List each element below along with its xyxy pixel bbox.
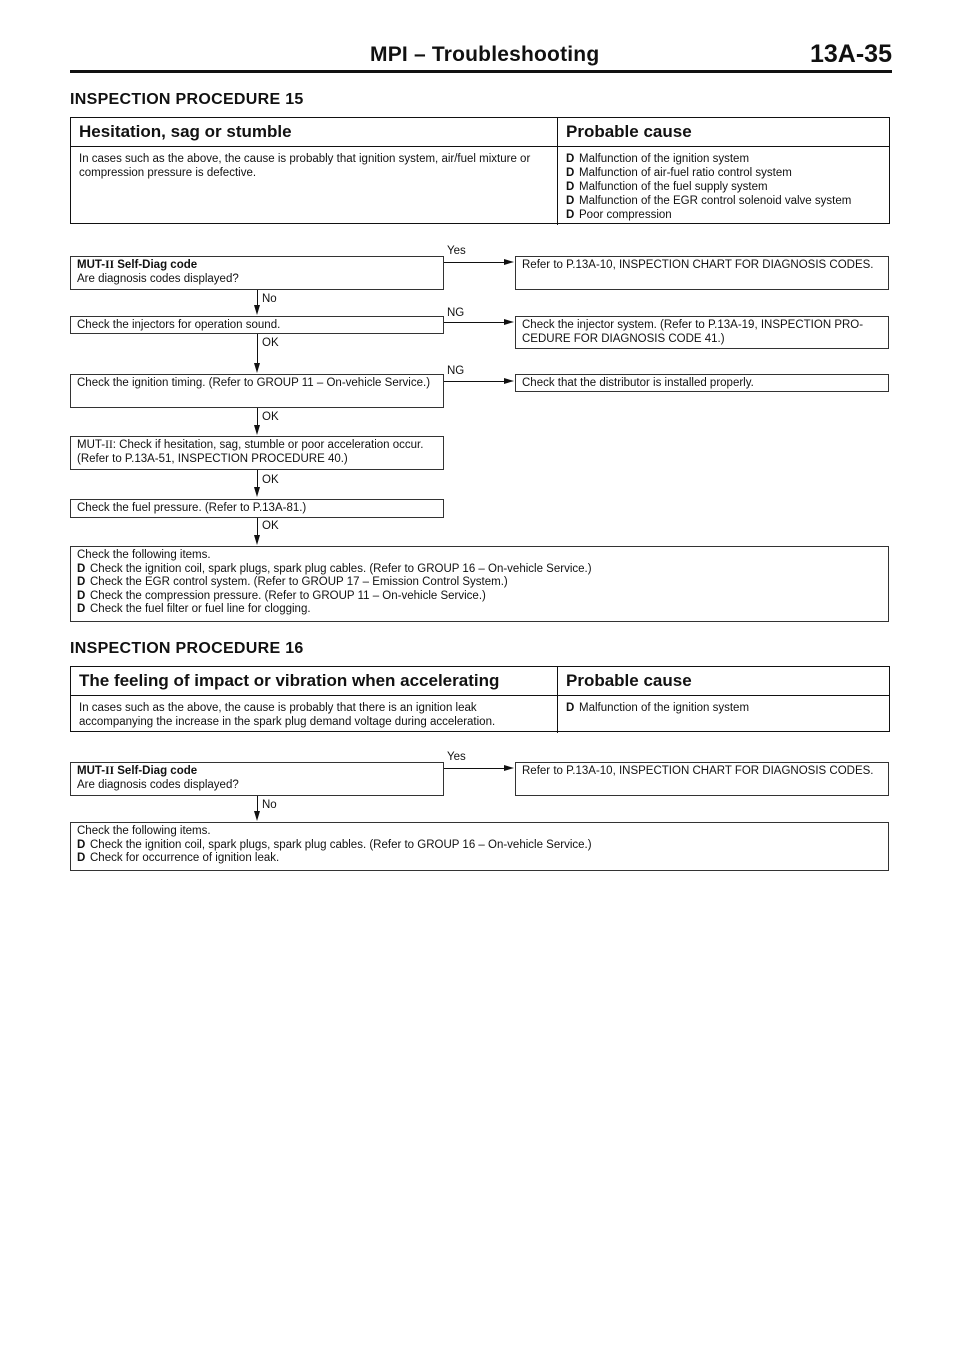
bullet-icon: D [566,209,575,221]
ok-label: OK [262,411,279,423]
arrow-down-icon [254,487,260,497]
page-number: 13A-35 [810,40,892,68]
proc15-cause-list [558,147,889,225]
arrow-right-icon [504,319,514,325]
proc16-cause-list [558,696,889,733]
flow-action-refer-chart: Refer to P.13A-10, INSPECTION CHART FOR DIAGNOSIS CODES. [515,762,889,796]
arrow-down-icon [254,305,260,315]
flow-step-injector-sound: Check the injectors for operation sound. [70,316,444,334]
arrow-down-icon [254,363,260,373]
flow-action-distributor: Check that the distributor is installed properly. [515,374,889,392]
cause-item: D Malfunction of the EGR control solenoid valve system [566,195,852,207]
header-rule [70,70,892,73]
bullet-icon: D [566,167,575,179]
flow-step-diag-code: MUT-II Self-Diag code Are diagnosis codes displayed? [70,762,444,796]
bullet-icon: D [566,153,575,165]
check-item: D Check the ignition coil, spark plugs, spark plug cables. (Refer to GROUP 16 – On-vehicle Service.) [77,562,592,575]
arrow-right-icon [504,259,514,265]
flow-final-checks: Check the following items. D Check the ignition coil, spark plugs, spark plug cables. (Refer to GROUP 16 – On-vehicle Service.) D Check the EGR control system. (Refer to GROUP 17 – Emission Control System.) D Check the compression pressure. (Refer to GROUP 11 – On-vehicle Service.) D Check the fuel filter or fuel line for clogging. [70,546,889,622]
ok-label: OK [262,520,279,532]
arrow-right-icon [504,765,514,771]
bullet-icon: D [77,589,86,602]
flow-final-checks: Check the following items. D Check the ignition coil, spark plugs, spark plug cables. (Refer to GROUP 16 – On-vehicle Service.) D Check for occurrence of ignition leak. [70,822,889,871]
check-item: D Check the fuel filter or fuel line for clogging. [77,603,311,615]
flow-step-fuel-pressure: Check the fuel pressure. (Refer to P.13A-81.) [70,499,444,518]
ng-connector [444,322,506,323]
flow-action-injector-system: Check the injector system. (Refer to P.13A-19, INSPECTION PRO- CEDURE FOR DIAGNOSIS CODE 41.) [515,316,889,349]
proc15-description: In cases such as the above, the cause is probably that ignition system, air/fuel mixture or compression pressure is defective. [71,147,558,225]
yes-connector [444,262,506,263]
proc15-cause-header: Probable cause [566,122,692,141]
yes-label: Yes [447,751,466,763]
arrow-down-icon [254,535,260,545]
arrow-down-icon [254,811,260,821]
no-label: No [262,293,277,305]
yes-connector [444,768,506,769]
ng-label: NG [447,365,465,377]
cause-item: D Malfunction of air-fuel ratio control system [566,167,792,179]
check-item: D Check the EGR control system. (Refer to GROUP 17 – Emission Control System.) [77,576,508,588]
bullet-icon: D [77,576,86,588]
proc16-symptom: The feeling of impact or vibration when accelerating [71,667,558,695]
proc15-title: INSPECTION PROCEDURE 15 [70,91,304,108]
check-item: D Check for occurrence of ignition leak. [77,852,280,864]
proc15-symptom: Hesitation, sag or stumble [71,118,558,146]
bullet-icon: D [77,852,86,864]
bullet-icon: D [77,838,86,851]
ng-connector [444,381,506,382]
flow-step-diag-code: MUT-II Self-Diag code Are diagnosis codes displayed? [70,256,444,290]
page-header-title: MPI – Troubleshooting [370,43,600,66]
bullet-icon: D [77,562,86,575]
ok-label: OK [262,337,279,349]
ng-label: NG [447,307,465,319]
check-item: D Check the compression pressure. (Refer to GROUP 11 – On-vehicle Service.) [77,589,486,602]
bullet-icon: D [566,702,575,714]
flow-step-ignition-timing: Check the ignition timing. (Refer to GROUP 11 – On-vehicle Service.) [70,374,444,408]
proc16-cause-header: Probable cause [566,671,692,690]
bullet-icon: D [566,181,575,193]
cause-item: D Malfunction of the ignition system [566,153,750,165]
arrow-down-icon [254,425,260,435]
proc16-description: In cases such as the above, the cause is probably that there is an ignition leak accompanying the increase in the spark plug demand voltage during acceleration. [71,696,558,733]
cause-item: D Poor compression [566,209,672,221]
arrow-right-icon [504,378,514,384]
proc16-title: INSPECTION PROCEDURE 16 [70,640,304,657]
no-label: No [262,799,277,811]
flow-action-refer-chart: Refer to P.13A-10, INSPECTION CHART FOR DIAGNOSIS CODES. [515,256,889,290]
proc15-symptom-table [70,117,890,224]
check-item: D Check the ignition coil, spark plugs, spark plug cables. (Refer to GROUP 16 – On-vehicle Service.) [77,838,592,851]
proc16-symptom-table [70,666,890,732]
bullet-icon: D [77,603,86,615]
cause-item: D Malfunction of the fuel supply system [566,181,768,193]
cause-item: D Malfunction of the ignition system [566,702,750,714]
ok-label: OK [262,474,279,486]
bullet-icon: D [566,195,575,207]
yes-label: Yes [447,245,466,257]
flow-step-mut-check: MUT-II: Check if hesitation, sag, stumble or poor acceleration occur. (Refer to P.13A-51, INSPECTION PROCEDURE 40.) [70,436,444,470]
